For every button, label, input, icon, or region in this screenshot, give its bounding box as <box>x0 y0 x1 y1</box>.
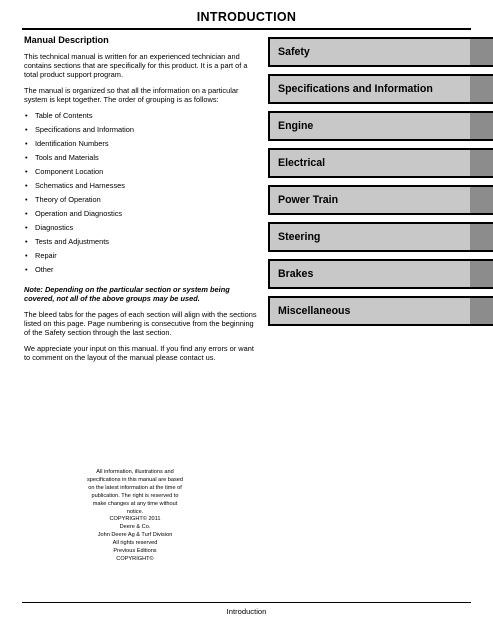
bullet-icon: • <box>25 167 28 176</box>
section-tab-steering[interactable] <box>268 222 493 252</box>
copyright-line: specifications in this manual are based <box>86 476 184 483</box>
list-item <box>24 209 260 223</box>
copyright-line: on the latest information at the time of <box>88 484 182 491</box>
copyright-line: John Deere Ag & Turf Division <box>97 532 173 539</box>
bullet-icon: • <box>25 139 28 148</box>
list-item <box>24 223 260 237</box>
list-item-label: Operation and Diagnostics <box>35 209 123 218</box>
bullet-icon: • <box>25 251 28 260</box>
page-title: INTRODUCTION <box>196 10 297 24</box>
list-item-label: Specifications and Information <box>35 125 135 134</box>
list-item-label: Table of Contents <box>35 111 93 120</box>
list-item <box>24 251 260 265</box>
list-item <box>24 153 260 167</box>
section-tab-power-train[interactable] <box>268 185 493 215</box>
section-tab-miscellaneous[interactable] <box>268 296 493 326</box>
bullet-icon: • <box>25 223 28 232</box>
copyright-line: COPYRIGHT© <box>116 555 154 562</box>
tab-label: Steering <box>278 231 321 243</box>
list-item <box>24 111 260 125</box>
list-item-label: Repair <box>35 251 57 260</box>
list-item <box>24 181 260 195</box>
section-tabs <box>268 37 493 333</box>
list-item-label: Tools and Materials <box>35 153 99 162</box>
title-divider <box>22 28 471 30</box>
bullet-icon: • <box>25 195 28 204</box>
section-heading: Manual Description <box>24 35 109 45</box>
list-item-label: Component Location <box>35 167 104 176</box>
copyright-line: make changes at any time without <box>92 500 178 507</box>
tab-label: Engine <box>278 120 314 132</box>
list-item <box>24 265 260 279</box>
copyright-line: notice. <box>126 508 144 515</box>
note-paragraph: Note: Depending on the particular section or system being covered, not all of the above groups may be used. <box>24 285 230 303</box>
bullet-icon: • <box>25 153 28 162</box>
list-item <box>24 139 260 153</box>
bleed-tabs-paragraph: The bleed tabs for the pages of each section will align with the sections listed on this page. Page numbering is consecutive from the beginning of the Safety section through the last section. <box>24 310 257 337</box>
list-item-label: Identification Numbers <box>35 139 109 148</box>
bullet-icon: • <box>25 237 28 246</box>
list-item-label: Schematics and Harnesses <box>35 181 125 190</box>
list-item <box>24 195 260 209</box>
section-tab-brakes[interactable] <box>268 259 493 289</box>
tab-label: Miscellaneous <box>278 305 351 317</box>
bullet-icon: • <box>25 181 28 190</box>
intro-paragraph: This technical manual is written for an experienced technician and contains sections that are specifically for this product. It is a part of a total product support program. <box>24 52 248 79</box>
copyright-line: All information, illustrations and <box>96 469 174 475</box>
copyright-line: Previous Editions <box>113 548 157 555</box>
copyright-notice <box>70 469 200 564</box>
feedback-paragraph: We appreciate your input on this manual. If you find any errors or want to comment on the layout of the manual please contact us. <box>24 344 254 362</box>
copyright-line: Deere & Co. <box>119 524 151 531</box>
tab-label: Specifications and Information <box>278 83 433 95</box>
footer-divider <box>22 602 471 603</box>
organization-paragraph: The manual is organized so that all the information on a particular system is kept together. The order of grouping is as follows: <box>24 86 239 104</box>
tab-label: Safety <box>278 46 310 58</box>
list-item-label: Other <box>35 265 54 274</box>
section-tab-engine[interactable] <box>268 111 493 141</box>
copyright-line: COPYRIGHT© 2011 <box>109 516 161 523</box>
section-tab-electrical[interactable] <box>268 148 493 178</box>
list-item <box>24 237 260 251</box>
section-tab-safety[interactable] <box>268 37 493 67</box>
list-item-label: Diagnostics <box>35 223 74 232</box>
bullet-icon: • <box>25 265 28 274</box>
tab-label: Power Train <box>278 194 339 206</box>
group-list <box>24 111 260 279</box>
list-item-label: Theory of Operation <box>35 195 101 204</box>
copyright-line: publication. The right is reserved to <box>91 492 179 499</box>
copyright-line: All rights reserved <box>112 540 158 547</box>
manual-description-column <box>24 35 260 369</box>
tab-label: Brakes <box>278 268 314 280</box>
section-tab-specifications[interactable] <box>268 74 493 104</box>
page-footer: Introduction <box>226 607 267 616</box>
bullet-icon: • <box>25 111 28 120</box>
tab-label: Electrical <box>278 157 326 169</box>
list-item-label: Tests and Adjustments <box>35 237 109 246</box>
bullet-icon: • <box>25 125 28 134</box>
list-item <box>24 125 260 139</box>
bullet-icon: • <box>25 209 28 218</box>
list-item <box>24 167 260 181</box>
